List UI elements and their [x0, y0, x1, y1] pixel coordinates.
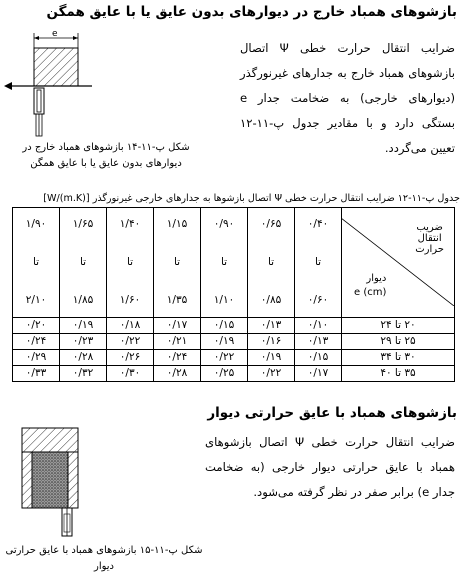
table-row: [13, 317, 455, 333]
table-caption: جدول پ-۱۱-۱۲ ضرایب انتقال حرارت خطی Ψ اتصال بازشوها به جدارهای خارجی غیرنورگذر [W/(m.K)]: [43, 193, 460, 204]
table-cell: ۰/۲۲: [248, 365, 295, 381]
figure-caption-1: [6, 140, 206, 172]
table-cell: ۰/۲۶: [107, 349, 154, 365]
corner-label-coefficient: ضریب انتقال حرارت: [415, 222, 444, 256]
section-heading-2: بازشوهای همباد با عایق حرارتی دیوار: [207, 405, 457, 421]
table-row: [13, 349, 455, 365]
table-header-row: [13, 208, 455, 318]
table-cell: ۰/۱۰: [295, 317, 342, 333]
table-cell: ۰/۲۳: [60, 333, 107, 349]
section-paragraph-1: ضرایب انتقال حرارت خطی Ψ اتصال بازشوهای همباد خارج به جدارهای غیرنورگذر (دیوارهای خارجی) به ضخامت جدار e بستگی دارد و با مقادیر جدول پ-۱۱-۱۲ تعیین می‌گردد.: [240, 41, 455, 155]
table-cell: ۰/۲۲: [201, 349, 248, 365]
table-cell: ۰/۱۷: [154, 317, 201, 333]
table-corner-cell: [342, 208, 455, 318]
column-header: ۰/۶۵ تا ۰/۸۵: [248, 208, 295, 318]
row-label: ۲۰ تا ۲۴: [342, 317, 455, 333]
figure-caption-2-line2: دیوار: [93, 561, 114, 572]
table-cell: ۰/۱۹: [248, 349, 295, 365]
table-cell: ۰/۱۳: [248, 317, 295, 333]
table-cell: ۰/۲۸: [60, 349, 107, 365]
table-cell: ۰/۲۴: [154, 349, 201, 365]
row-label: ۳۰ تا ۳۴: [342, 349, 455, 365]
table-cell: ۰/۳۰: [107, 365, 154, 381]
figure-caption-2: [4, 543, 204, 575]
table-cell: ۰/۲۸: [154, 365, 201, 381]
table-cell: ۰/۲۰: [13, 317, 60, 333]
psi-coefficient-table: [12, 207, 455, 382]
table-cell: ۰/۳۲: [60, 365, 107, 381]
table-cell: ۰/۲۲: [107, 333, 154, 349]
table-cell: ۰/۲۵: [201, 365, 248, 381]
table-row: [13, 365, 455, 381]
column-header: ۰/۴۰ تا ۰/۶۰: [295, 208, 342, 318]
table-cell: ۰/۱۳: [295, 333, 342, 349]
figure-caption-2-line1: شکل پ-۱۱-۱۵ بازشوهای همباد با عایق حرارتی: [5, 545, 203, 556]
table-cell: ۰/۱۵: [201, 317, 248, 333]
window-wall-insulation-figure-2: [0, 424, 100, 539]
window-wall-detail-figure-1: [0, 28, 100, 138]
section-paragraph-2: ضرایب انتقال حرارت خطی Ψ اتصال بازشوهای همباد با عایق حرارتی دیوار خارجی (به ضخامت جدار e) برابر صفر در نظر گرفته می‌شود.: [205, 435, 455, 499]
table-cell: ۰/۲۴: [13, 333, 60, 349]
column-header: ۱/۱۵ تا ۱/۳۵: [154, 208, 201, 318]
figure-caption-1-line2: دیوارهای بدون عایق یا با عایق همگن: [30, 158, 182, 169]
column-header: ۱/۴۰ تا ۱/۶۰: [107, 208, 154, 318]
table-cell: ۰/۲۱: [154, 333, 201, 349]
row-label: ۲۵ تا ۲۹: [342, 333, 455, 349]
figure-caption-1-line1: شکل پ-۱۱-۱۴ بازشوهای همباد خارج در: [22, 142, 190, 153]
table-cell: ۰/۱۹: [60, 317, 107, 333]
table-row: [13, 333, 455, 349]
table-cell: ۰/۱۹: [201, 333, 248, 349]
column-header: ۰/۹۰ تا ۱/۱۰: [201, 208, 248, 318]
dimension-label-e: e: [52, 29, 58, 39]
table-cell: ۰/۱۷: [295, 365, 342, 381]
row-label: ۳۵ تا ۴۰: [342, 365, 455, 381]
table-cell: ۰/۳۳: [13, 365, 60, 381]
table-cell: ۰/۲۹: [13, 349, 60, 365]
table-cell: ۰/۱۵: [295, 349, 342, 365]
table-cell: ۰/۱۸: [107, 317, 154, 333]
corner-label-wall: دیوار e (cm): [354, 273, 387, 299]
table-cell: ۰/۱۶: [248, 333, 295, 349]
column-header: ۱/۶۵ تا ۱/۸۵: [60, 208, 107, 318]
section-heading-1: بازشوهای همباد خارج در دیوارهای بدون عایق یا با عایق همگن: [46, 4, 457, 20]
column-header: ۱/۹۰ تا ۲/۱۰: [13, 208, 60, 318]
